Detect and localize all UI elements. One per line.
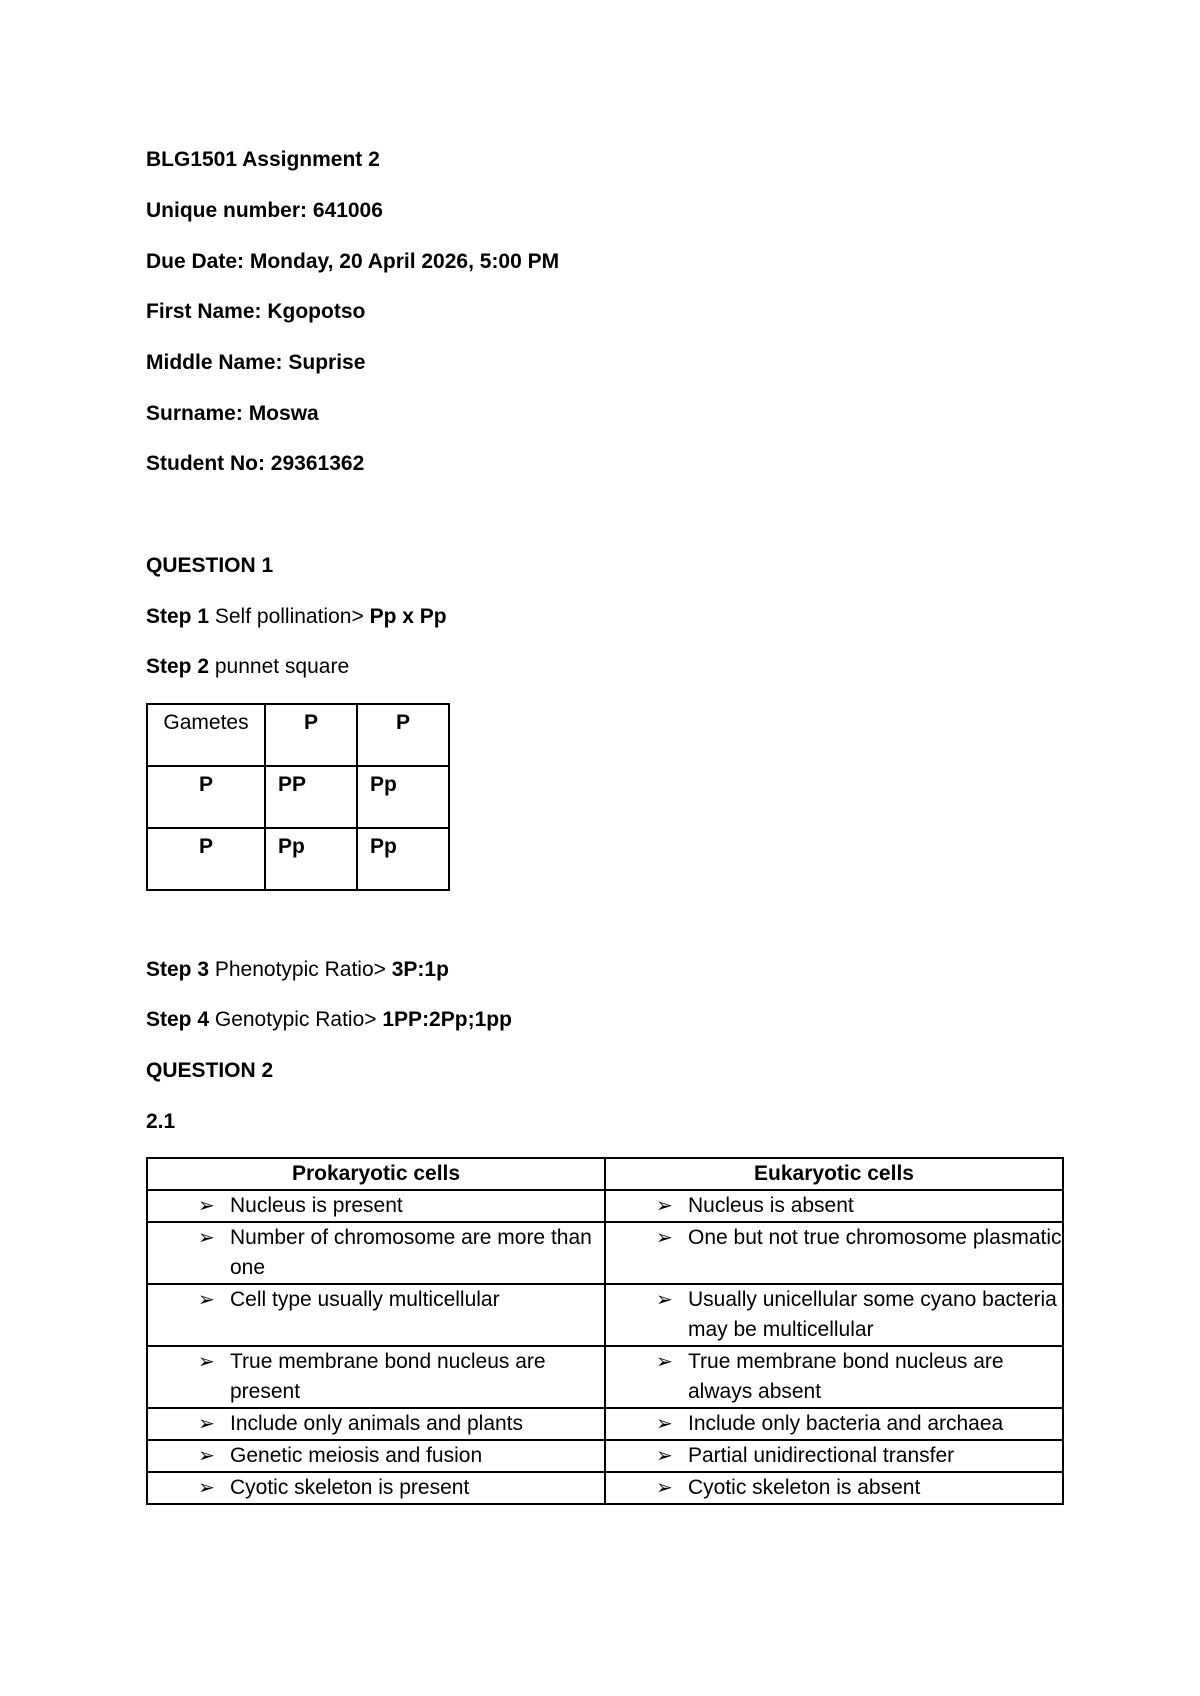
arrow-bullet-icon: ➢ — [198, 1289, 215, 1311]
punnett-cell: PP — [265, 766, 357, 828]
cell-text: Nucleus is present — [230, 1194, 403, 1217]
assignment-title: BLG1501 Assignment 2 — [146, 148, 380, 171]
step-3-value: 3P:1p — [391, 958, 449, 981]
table-row — [147, 1440, 1063, 1472]
step-3-label: Step 3 — [146, 958, 210, 981]
cell-text: True membrane bond nucleus are always absent — [688, 1350, 1004, 1403]
step-3 — [146, 958, 449, 982]
punnett-row-gamete: P — [147, 766, 265, 828]
prokaryotic-cell — [147, 1284, 605, 1346]
prokaryotic-cell — [147, 1346, 605, 1408]
prokaryotic-cell — [147, 1408, 605, 1440]
eukaryotic-cell — [605, 1346, 1063, 1408]
eukaryotic-header: Eukaryotic cells — [605, 1158, 1063, 1190]
cell-text: Cyotic skeleton is present — [230, 1476, 470, 1499]
table-row — [147, 1284, 1063, 1346]
prokaryotic-cell — [147, 1472, 605, 1504]
first-name: First Name: Kgopotso — [146, 300, 366, 323]
cell-text: True membrane bond nucleus are present — [230, 1350, 546, 1403]
punnett-square — [146, 703, 450, 891]
eukaryotic-cell — [605, 1472, 1063, 1504]
table-row — [147, 1190, 1063, 1222]
arrow-bullet-icon: ➢ — [198, 1227, 215, 1249]
middle-name: Middle Name: Suprise — [146, 351, 366, 374]
cell-text: Include only bacteria and archaea — [688, 1412, 1004, 1435]
unique-number: Unique number: 641006 — [146, 199, 383, 222]
cell-comparison-table — [146, 1157, 1064, 1505]
punnett-row-gamete: P — [147, 828, 265, 890]
cell-text: One but not true chromosome plasmatic — [688, 1226, 1062, 1249]
prokaryotic-cell — [147, 1440, 605, 1472]
eukaryotic-cell — [605, 1190, 1063, 1222]
table-row — [147, 1346, 1063, 1408]
arrow-bullet-icon: ➢ — [198, 1477, 215, 1499]
eukaryotic-cell — [605, 1408, 1063, 1440]
question-2-1-label: 2.1 — [146, 1110, 176, 1133]
arrow-bullet-icon: ➢ — [198, 1351, 215, 1373]
step-4 — [146, 1008, 512, 1032]
eukaryotic-cell — [605, 1284, 1063, 1346]
step-2-text: punnet square — [209, 655, 350, 678]
table-row — [147, 1222, 1063, 1284]
cell-comparison-rows — [147, 1190, 1063, 1504]
arrow-bullet-icon: ➢ — [198, 1195, 215, 1217]
punnett-cell: Pp — [357, 828, 449, 890]
arrow-bullet-icon: ➢ — [656, 1413, 673, 1435]
arrow-bullet-icon: ➢ — [198, 1445, 215, 1467]
cell-text: Cell type usually multicellular — [230, 1288, 500, 1311]
step-1-label: Step 1 — [146, 605, 210, 628]
question-1-heading: QUESTION 1 — [146, 554, 274, 577]
arrow-bullet-icon: ➢ — [656, 1477, 673, 1499]
eukaryotic-cell — [605, 1440, 1063, 1472]
question-2-heading: QUESTION 2 — [146, 1059, 274, 1082]
step-1 — [146, 605, 447, 629]
punnett-corner: Gametes — [147, 704, 265, 766]
cell-text: Genetic meiosis and fusion — [230, 1444, 483, 1467]
step-1-text: Self pollination> — [209, 605, 370, 628]
arrow-bullet-icon: ➢ — [656, 1351, 673, 1373]
cell-text: Usually unicellular some cyano bacteria may be multicellular — [688, 1288, 1057, 1341]
punnett-col-gamete: P — [265, 704, 357, 766]
step-3-text: Phenotypic Ratio> — [209, 958, 392, 981]
prokaryotic-cell — [147, 1190, 605, 1222]
due-date: Due Date: Monday, 20 April 2026, 5:00 PM — [146, 250, 560, 273]
arrow-bullet-icon: ➢ — [656, 1227, 673, 1249]
arrow-bullet-icon: ➢ — [656, 1445, 673, 1467]
punnett-cell: Pp — [265, 828, 357, 890]
cell-text: Partial unidirectional transfer — [688, 1444, 955, 1467]
punnett-cell: Pp — [357, 766, 449, 828]
cell-text: Nucleus is absent — [688, 1194, 854, 1217]
punnett-col-gamete: P — [357, 704, 449, 766]
eukaryotic-cell — [605, 1222, 1063, 1284]
cell-text: Cyotic skeleton is absent — [688, 1476, 921, 1499]
cell-text: Number of chromosome are more than one — [230, 1226, 592, 1279]
cell-text: Include only animals and plants — [230, 1412, 524, 1435]
table-row — [147, 1472, 1063, 1504]
step-4-value: 1PP:2Pp;1pp — [382, 1008, 512, 1031]
step-4-text: Genotypic Ratio> — [209, 1008, 383, 1031]
step-1-value: Pp x Pp — [369, 605, 447, 628]
arrow-bullet-icon: ➢ — [656, 1289, 673, 1311]
table-row — [147, 1408, 1063, 1440]
arrow-bullet-icon: ➢ — [656, 1195, 673, 1217]
prokaryotic-header: Prokaryotic cells — [147, 1158, 605, 1190]
step-2-label: Step 2 — [146, 655, 210, 678]
prokaryotic-cell — [147, 1222, 605, 1284]
step-4-label: Step 4 — [146, 1008, 210, 1031]
arrow-bullet-icon: ➢ — [198, 1413, 215, 1435]
surname: Surname: Moswa — [146, 402, 319, 425]
step-2 — [146, 655, 349, 679]
student-number: Student No: 29361362 — [146, 452, 365, 475]
